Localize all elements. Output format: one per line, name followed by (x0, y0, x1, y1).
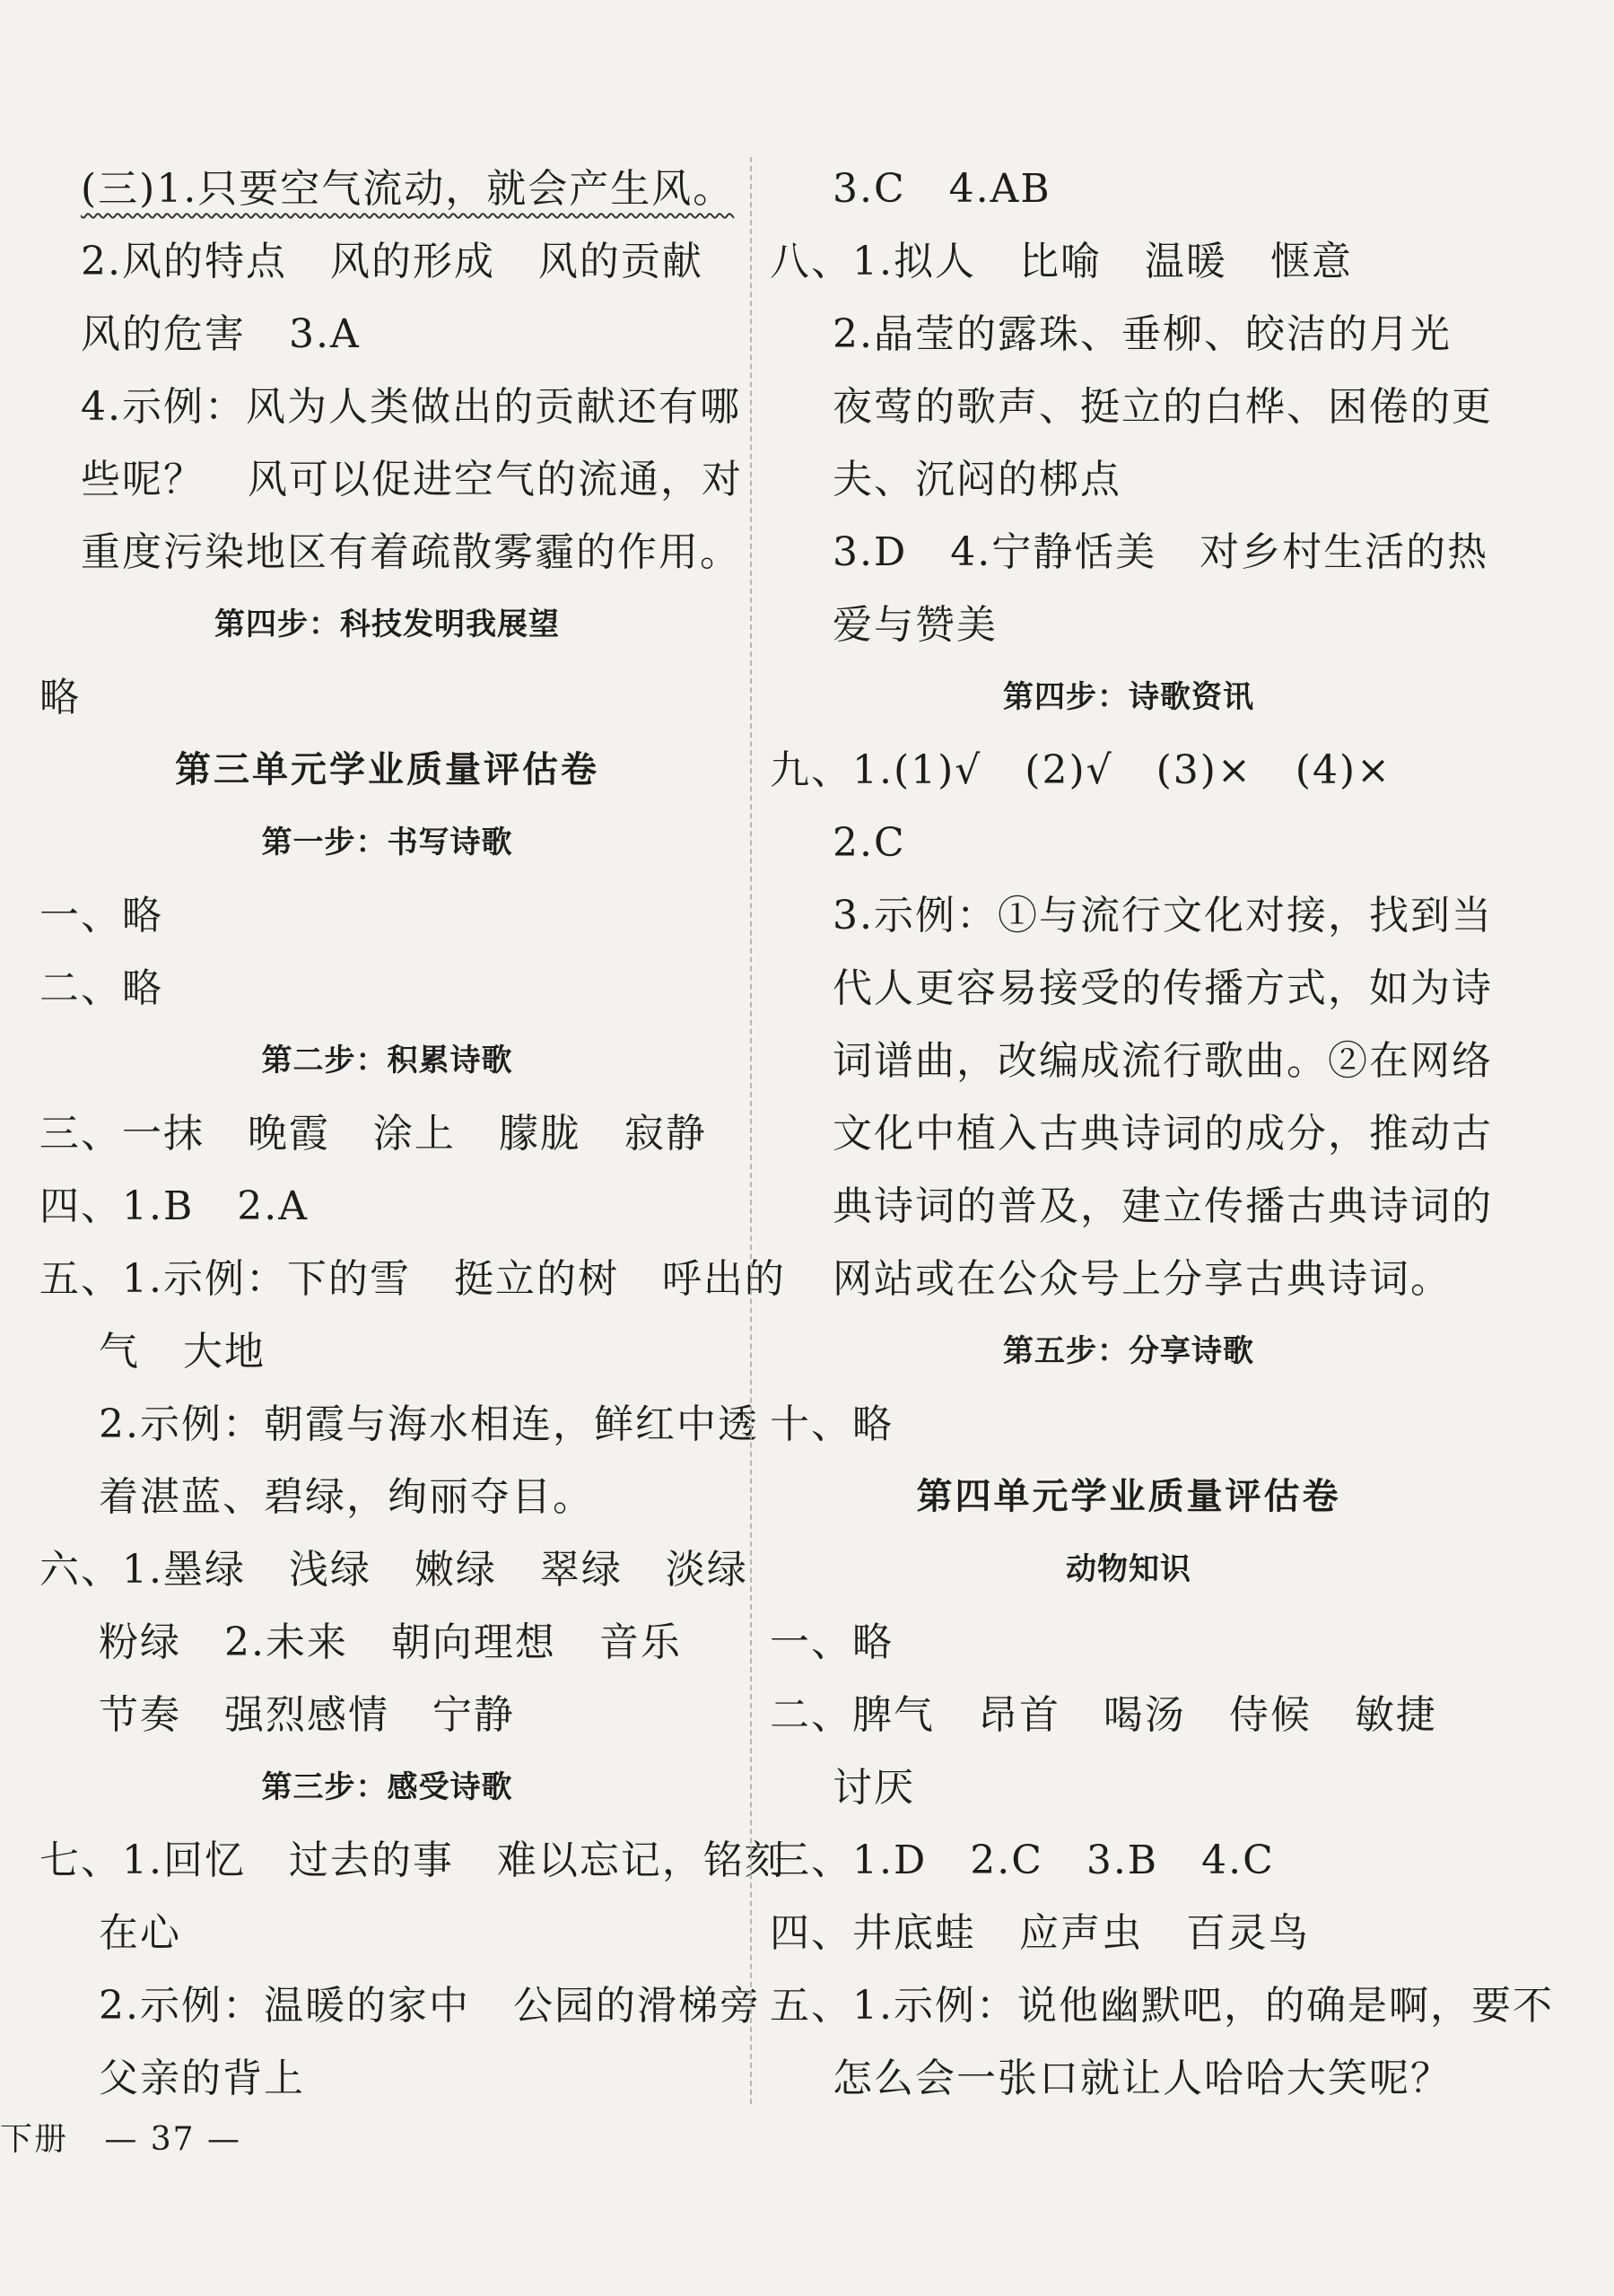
answer-line (39, 1824, 786, 1897)
line-text: 第五步：分享诗歌 (1003, 1333, 1254, 1369)
line-text: 2.C (833, 820, 906, 866)
line-text: (三)1.只要空气流动，就会产生风。 (81, 166, 735, 212)
line-text: 第三步：感受诗歌 (261, 1769, 513, 1805)
section-heading (770, 1315, 1487, 1388)
answer-line (39, 1461, 735, 1533)
answer-line (39, 1969, 761, 2042)
answer-line (39, 879, 735, 952)
answer-line (39, 1679, 735, 1751)
line-text: 2.风的特点 风的形成 风的贡献 (81, 239, 703, 284)
line-text: 代人更容易接受的传播方式，如为诗 (833, 965, 1493, 1011)
unit-title (39, 734, 735, 807)
column-divider (750, 157, 752, 2104)
answer-line (770, 1751, 1487, 1824)
line-text: 四、井底蛙 应声虫 百灵鸟 (770, 1910, 1310, 1956)
answer-line (770, 1824, 1487, 1897)
answer-line (770, 807, 1487, 879)
page-footer: 下册 — 37 — (0, 2121, 242, 2158)
line-text: 第四单元学业质量评估卷 (916, 1476, 1341, 1517)
line-text: 七、1.回忆 过去的事 难以忘记，铭刻 (39, 1838, 786, 1883)
line-text: 十、略 (770, 1401, 894, 1447)
answer-line (39, 1170, 735, 1243)
line-text: 3.示例：①与流行文化对接，找到当 (833, 893, 1493, 938)
line-text: 一、略 (39, 893, 163, 938)
answer-line (770, 1170, 1493, 1243)
answer-line (770, 734, 1487, 807)
answer-line (39, 2042, 735, 2115)
answer-line (770, 153, 1487, 225)
section-heading (39, 1025, 735, 1097)
line-text: 爱与赞美 (833, 602, 998, 648)
answer-line (770, 371, 1493, 443)
answer-line (770, 298, 1487, 371)
line-text: 重度污染地区有着疏散雾霾的作用。 (81, 529, 741, 575)
line-text: 第一步：书写诗歌 (261, 825, 513, 860)
answer-line (770, 516, 1487, 589)
line-text: 动物知识 (1066, 1551, 1191, 1587)
line-text: 着湛蓝、碧绿，绚丽夺目。 (99, 1474, 594, 1520)
line-text: 2.示例：温暖的家中 公园的滑梯旁 (99, 1983, 761, 2029)
unit-title (770, 1461, 1487, 1533)
answer-line (770, 952, 1493, 1025)
answer-line (770, 1679, 1487, 1751)
line-text: 略 (39, 675, 81, 720)
line-text: 四、1.B 2.A (39, 1183, 310, 1229)
section-heading (39, 807, 735, 879)
line-text: 夜莺的歌声、挺立的白桦、困倦的更 (833, 384, 1493, 430)
answer-line (39, 153, 735, 225)
answer-line (770, 2042, 1487, 2115)
answer-line (770, 879, 1493, 952)
answer-line (770, 1969, 1554, 2042)
left-column (39, 153, 786, 2115)
answer-line (39, 1897, 735, 1969)
line-text: 气 大地 (99, 1329, 266, 1375)
line-text: 第二步：积累诗歌 (261, 1043, 513, 1078)
section-heading (770, 661, 1487, 734)
line-text: 三、一抹 晚霞 涂上 朦胧 寂静 (39, 1111, 707, 1157)
answer-line (39, 952, 735, 1025)
line-text: 文化中植入古典诗词的成分，推动古 (833, 1111, 1493, 1157)
line-text: 五、1.示例：说他幽默吧，的确是啊，要不 (770, 1983, 1554, 2029)
answer-line (770, 1606, 1487, 1679)
line-text: 九、1.(1)√ (2)√ (3)× (4)× (770, 747, 1392, 793)
line-text: 2.晶莹的露珠、垂柳、皎洁的月光 (833, 311, 1452, 357)
answer-line (770, 1025, 1493, 1097)
line-text: 3.D 4.宁静恬美 对乡村生活的热 (833, 529, 1489, 575)
answer-line (39, 371, 741, 443)
line-text: 一、略 (770, 1619, 894, 1665)
line-text: 些呢？ 风可以促进空气的流通，对 (81, 457, 743, 502)
answer-line (770, 589, 1487, 661)
line-text: 第四步：诗歌资讯 (1003, 679, 1254, 715)
answer-line (39, 1388, 759, 1461)
line-text: 典诗词的普及，建立传播古典诗词的 (833, 1183, 1493, 1229)
line-text: 三、1.D 2.C 3.B 4.C (770, 1838, 1275, 1883)
line-text: 粉绿 2.未来 朝向理想 音乐 (99, 1619, 682, 1665)
line-text: 二、略 (39, 965, 163, 1011)
answer-line (39, 1533, 748, 1606)
line-text: 词谱曲，改编成流行歌曲。②在网络 (833, 1038, 1493, 1084)
line-text: 4.示例：风为人类做出的贡献还有哪 (81, 384, 741, 430)
section-heading (39, 589, 735, 661)
answer-line (39, 298, 735, 371)
line-text: 夫、沉闷的梆点 (833, 457, 1121, 502)
answer-line (39, 1097, 735, 1170)
line-text: 五、1.示例：下的雪 挺立的树 呼出的 (39, 1256, 786, 1302)
answer-line (39, 225, 735, 298)
right-column (770, 153, 1554, 2115)
answer-line (39, 661, 735, 734)
answer-line (770, 225, 1487, 298)
answer-line (39, 1606, 735, 1679)
line-text: 第三单元学业质量评估卷 (175, 749, 599, 790)
line-text: 二、脾气 昂首 喝汤 侍候 敏捷 (770, 1692, 1437, 1738)
line-text: 风的危害 3.A (81, 311, 361, 357)
section-heading (770, 1533, 1487, 1606)
line-text: 在心 (99, 1910, 181, 1956)
answer-line (39, 1315, 735, 1388)
line-text: 第四步：科技发明我展望 (214, 607, 560, 642)
line-text: 讨厌 (833, 1765, 915, 1811)
line-text: 网站或在公众号上分享古典诗词。 (833, 1256, 1452, 1302)
section-heading (39, 1751, 735, 1824)
answer-line (770, 1897, 1487, 1969)
answer-line (39, 443, 743, 516)
line-text: 怎么会一张口就让人哈哈大笑呢？ (833, 2056, 1452, 2101)
line-text: 节奏 强烈感情 宁静 (99, 1692, 515, 1738)
line-text: 六、1.墨绿 浅绿 嫩绿 翠绿 淡绿 (39, 1547, 748, 1593)
line-text: 八、1.拟人 比喻 温暖 惬意 (770, 239, 1353, 284)
line-text: 2.示例：朝霞与海水相连，鲜红中透 (99, 1401, 759, 1447)
answer-line (39, 1243, 786, 1315)
answer-line (770, 1388, 1487, 1461)
answer-line (770, 1243, 1487, 1315)
answer-line (39, 516, 741, 589)
answer-line (770, 443, 1487, 516)
answer-line (770, 1097, 1493, 1170)
line-text: 3.C 4.AB (833, 166, 1051, 212)
line-text: 父亲的背上 (99, 2056, 305, 2101)
